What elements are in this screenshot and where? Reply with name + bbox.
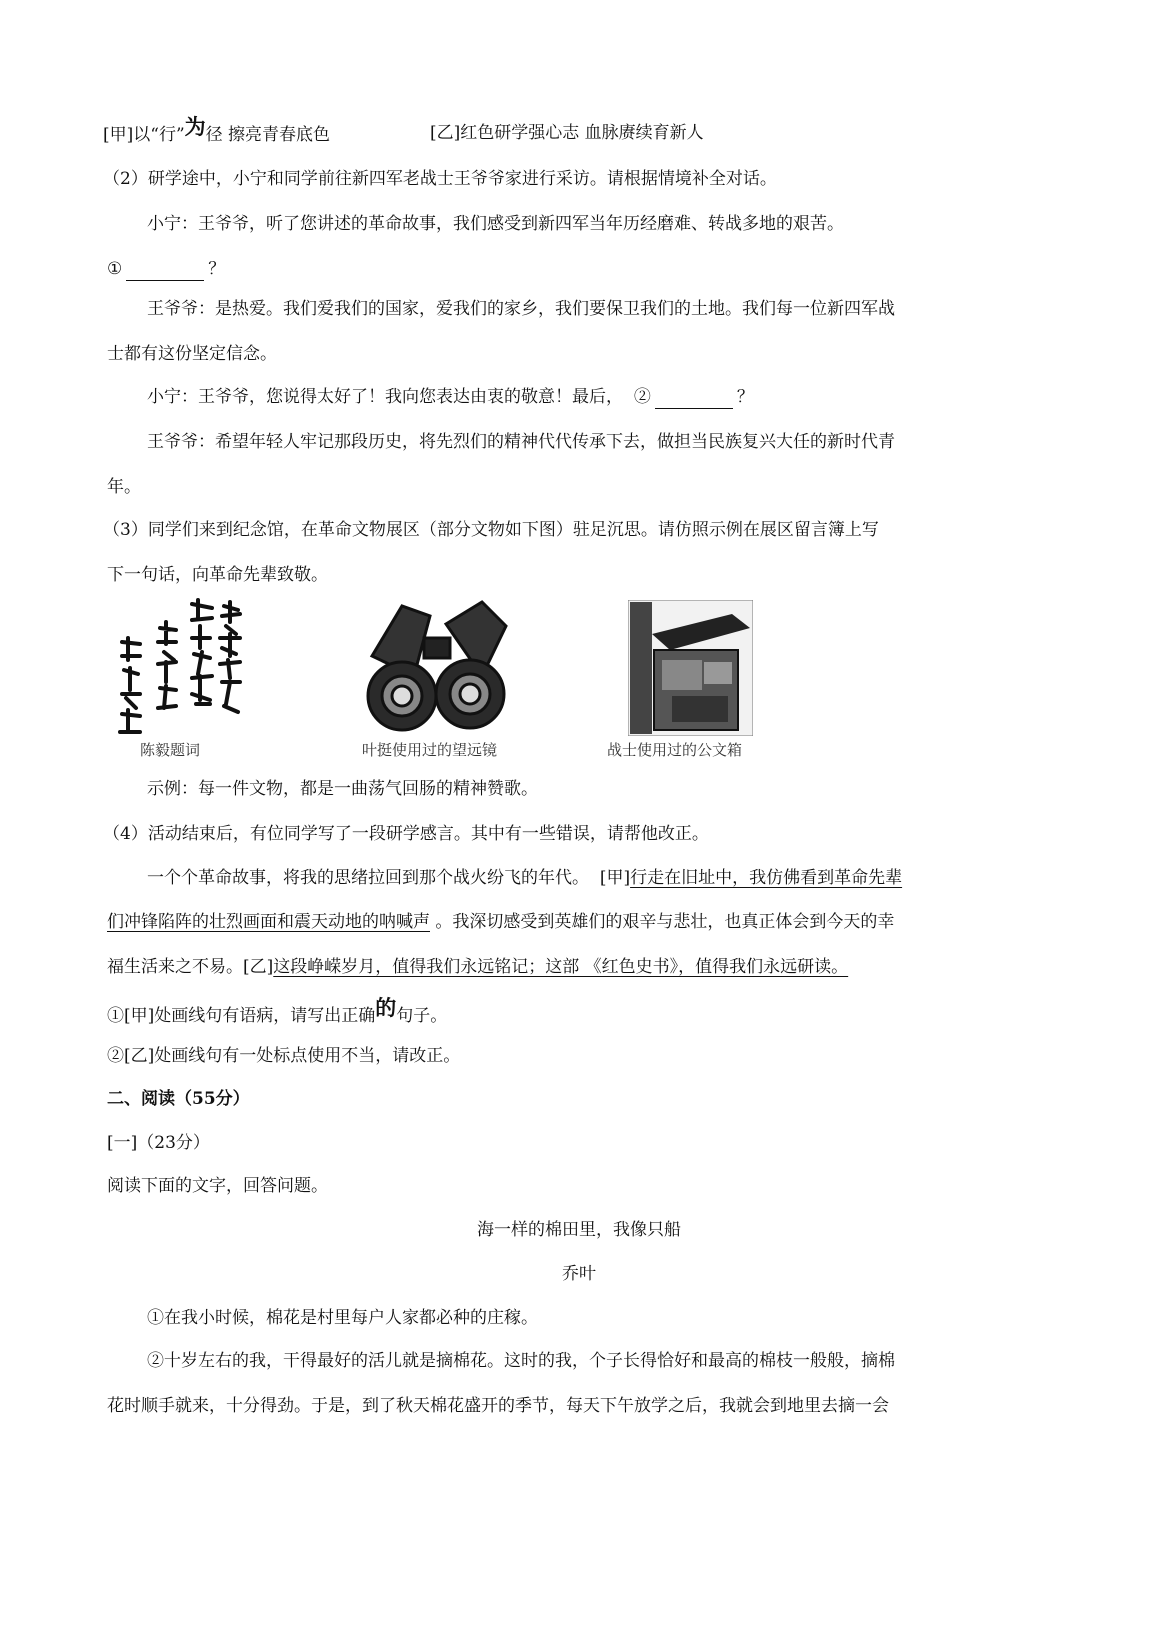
document-box-image <box>628 600 753 736</box>
caption-document-box: 战士使用过的公文箱 <box>607 741 743 759</box>
dialogue-wangyeye-1a: 王爷爷：是热爱。我们爱我们的国家，爱我们的家乡，我们要保卫我们的土地。我们每一位新四军战 <box>147 299 895 319</box>
dialogue-wangyeye-2b: 年。 <box>107 477 141 497</box>
q4-paragraph-line-3: 福生活来之不易。[乙]这段峥嵘岁月，值得我们永远铭记；这部 《红色史书》，值得我们永远研读。 <box>107 957 849 977</box>
q4-subquestion-1: ①[甲]处画线句有语病，请写出正确的句子。 <box>107 995 448 1026</box>
article-author: 乔叶 <box>562 1264 596 1284</box>
caption-calligraphy: 陈毅题词 <box>140 741 201 759</box>
dialogue-xiaoning-1: 小宁：王爷爷，听了您讲述的革命故事，我们感受到新四军当年历经磨难、转战多地的艰苦。 <box>147 214 844 234</box>
article-paragraph-2b: 花时顺手就来，十分得劲。于是，到了秋天棉花盛开的季节，每天下午放学之后，我就会到地里去摘一会 <box>107 1396 889 1416</box>
q4-intro: （4）活动结束后，有位同学写了一段研学感言。其中有一些错误，请帮他改正。 <box>103 824 709 844</box>
q3-intro-b: 下一句话，向革命先辈致敬。 <box>107 565 328 585</box>
q4-paragraph-line-2: 们冲锋陷阵的壮烈画面和震天动地的呐喊声 。我深切感受到英雄们的艰辛与悲壮，也真正体会到今天的幸 <box>107 912 895 932</box>
binoculars-image <box>362 598 512 736</box>
part-heading: [一]（23分） <box>107 1133 210 1153</box>
q4-subquestion-2: ②[乙]处画线句有一处标点使用不当，请改正。 <box>107 1046 461 1066</box>
dialogue-wangyeye-2a: 王爷爷：希望年轻人牢记那段历史，将先烈们的精神代代传承下去，做担当民族复兴大任的新时代青 <box>147 432 895 452</box>
answer-blank-1[interactable] <box>126 262 204 281</box>
reading-instruction: 阅读下面的文字，回答问题。 <box>107 1176 328 1196</box>
q2-intro: （2）研学途中，小宁和同学前往新四军老战士王爷爷家进行采访。请根据情境补全对话。 <box>103 169 777 189</box>
dialogue-wangyeye-1b: 士都有这份坚定信念。 <box>107 344 277 364</box>
blank-1: ① ？ <box>107 259 226 279</box>
subtitle-jia: [甲]以“行”为径 擦亮青春底色 <box>103 114 331 145</box>
answer-blank-2[interactable] <box>655 390 733 409</box>
article-paragraph-2a: ②十岁左右的我，干得最好的活儿就是摘棉花。这时的我，个子长得恰好和最高的棉枝一般般，摘棉 <box>147 1351 895 1371</box>
q4-paragraph-line-1: 一个个革命故事，将我的思绪拉回到那个战火纷飞的年代。 [甲]行走在旧址中，我仿佛看到革命先辈 <box>147 868 903 888</box>
q3-intro-a: （3）同学们来到纪念馆，在革命文物展区（部分文物如下图）驻足沉思。请仿照示例在展区留言簿上写 <box>103 520 879 540</box>
dialogue-xiaoning-2: 小宁：王爷爷，您说得太好了！我向您表达由衷的敬意！最后， ② ？ <box>147 387 754 407</box>
q3-example: 示例：每一件文物，都是一曲荡气回肠的精神赞歌。 <box>147 779 538 799</box>
section-heading: 二、阅读（55分） <box>107 1089 250 1109</box>
article-paragraph-1: ①在我小时候，棉花是村里每户人家都必种的庄稼。 <box>147 1308 538 1328</box>
calligraphy-image <box>112 598 252 738</box>
subtitle-yi: [乙]红色研学强心志 血脉赓续育新人 <box>430 123 704 143</box>
article-title: 海一样的棉田里，我像只船 <box>477 1220 681 1240</box>
caption-binoculars: 叶挺使用过的望远镜 <box>362 741 498 759</box>
